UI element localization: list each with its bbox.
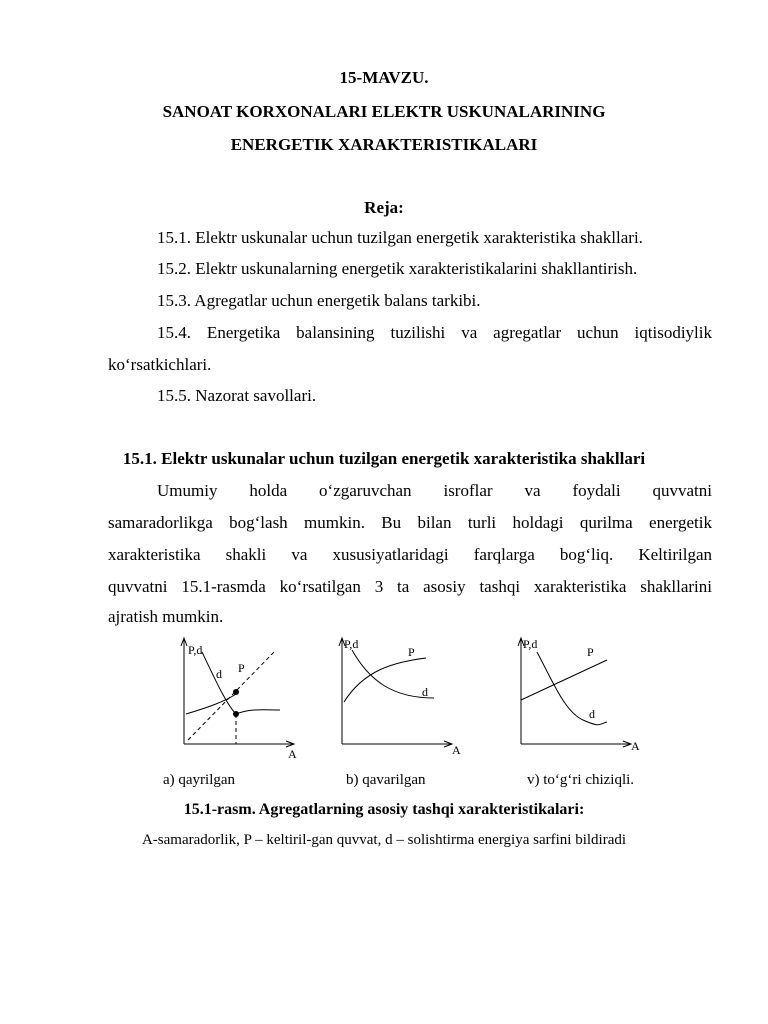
line-p — [521, 660, 607, 700]
paragraph-line-5: ajratish mumkin. — [108, 607, 224, 626]
sublabel-a: a) qayrilgan — [163, 772, 236, 788]
sublabel-b: b) qavarilgan — [346, 772, 426, 788]
graph-a-curve-p: P — [238, 661, 245, 675]
paragraph-line-1: Umumiy holda o‘zgaruvchan isroflar va foydali quvvatni — [157, 481, 712, 500]
graph-v-curve-p: P — [587, 645, 594, 659]
graph-a-y-label: P,d — [188, 643, 203, 657]
graph-b-curve-p: P — [408, 645, 415, 659]
graph-v-x-label: A — [631, 739, 640, 753]
section-heading: 15.1. Elektr uskunalar uchun tuzilgan energetik xarakteristika shakllari — [122, 449, 646, 468]
plan-item-3: 15.3. Agregatlar uchun energetik balans tarkibi. — [157, 291, 481, 310]
figure-caption: 15.1-rasm. Agregatlarning asosiy tashqi xarakteristikalari: — [183, 801, 585, 818]
graph-a-x-label: A — [288, 747, 297, 761]
curve-tail — [236, 710, 280, 714]
curve-d — [202, 652, 236, 714]
graph-b-x-label: A — [452, 743, 461, 757]
sublabel-v: v) to‘g‘ri chiziqli. — [527, 772, 635, 788]
dashed-tangent — [188, 650, 276, 740]
plan-item-4: 15.4. Energetika balansining tuzilishi va agregatlar uchun iqtisodiylik — [157, 323, 712, 342]
plan-item-5: 15.5. Nazorat savollari. — [157, 386, 317, 405]
point-d — [233, 711, 239, 717]
curve-d — [537, 652, 607, 725]
paragraph-line-2: samaradorlikga bog‘lash mumkin. Bu bilan turli holdagi qurilma energetik — [108, 513, 712, 532]
paragraph-line-4: quvvatni 15.1-rasmda ko‘rsatilgan 3 ta asosiy tashqi xarakteristika shakllarini — [108, 577, 712, 596]
graph-concave — [176, 632, 306, 762]
plan-item-4-continued: ko‘rsatkichlari. — [108, 355, 212, 374]
title-line-2: ENERGETIK XARAKTERISTIKALARI — [230, 135, 538, 154]
graph-b-y-label: P,d — [344, 637, 359, 651]
figure-legend: A-samaradorlik, P – keltiril-gan quvvat, d – solishtirma energiya sarfini bildiradi — [141, 832, 627, 848]
plan-item-1: 15.1. Elektr uskunalar uchun tuzilgan energetik xarakteristika shakllari. — [157, 228, 643, 247]
point-p — [233, 689, 239, 695]
graph-linear — [513, 632, 653, 762]
plan-title: Reja: — [364, 198, 404, 217]
curve-p — [344, 658, 426, 702]
topic-number: 15-MAVZU. — [339, 68, 429, 87]
plan-item-2: 15.2. Elektr uskunalarning energetik xarakteristikalarini shakllantirish. — [157, 259, 638, 278]
title-line-1: SANOAT KORXONALARI ELEKTR USKUNALARINING — [162, 102, 606, 121]
graph-v-curve-d: d — [589, 707, 595, 721]
graph-v-y-label: P,d — [523, 637, 538, 651]
paragraph-line-3: xarakteristika shakli va xususiyatlaridagi farqlarga bog‘liq. Keltirilgan — [108, 545, 712, 564]
graph-b-curve-d: d — [422, 685, 428, 699]
graph-convex — [334, 632, 474, 762]
graph-a-curve-d: d — [216, 667, 222, 681]
